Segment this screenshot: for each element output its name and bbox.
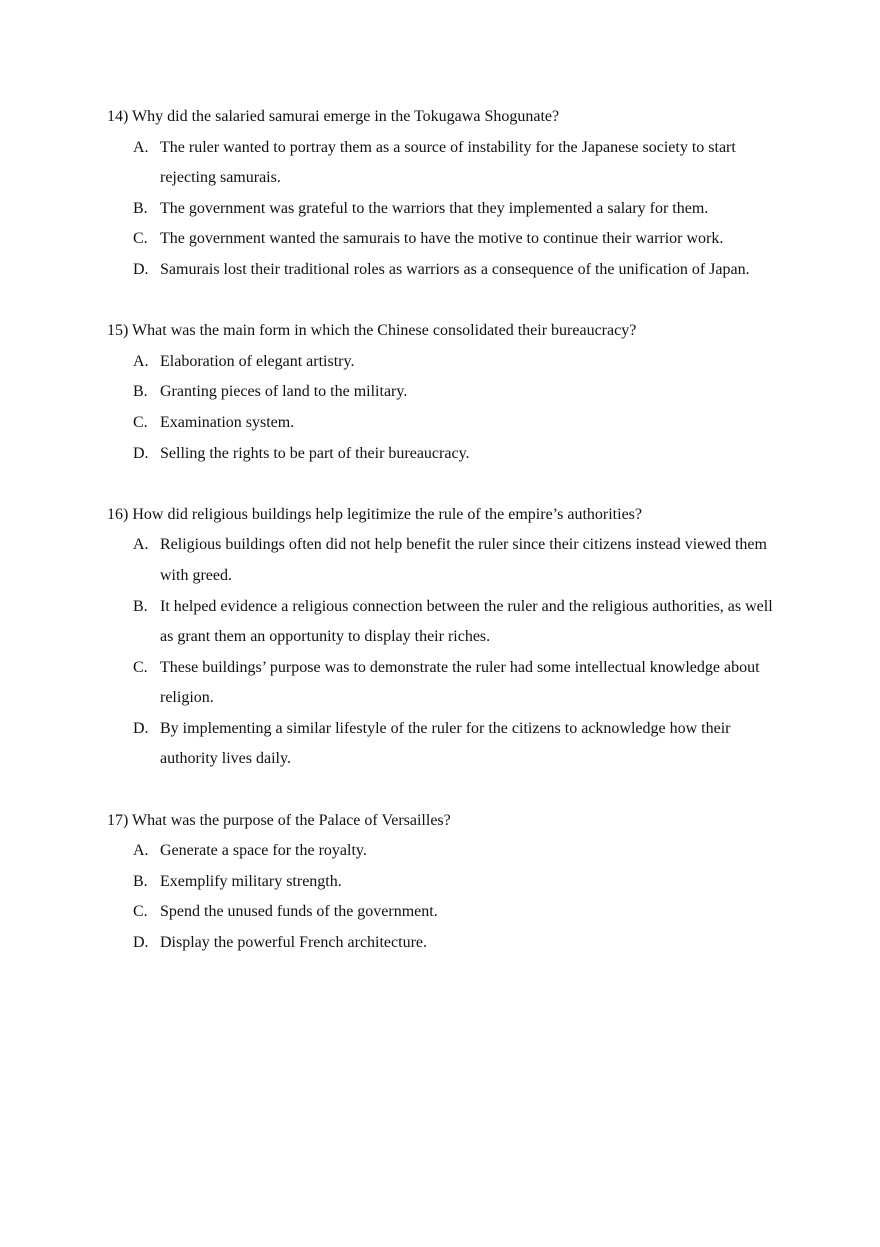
question [107, 806, 880, 959]
question [107, 102, 880, 286]
option-letter: A. [133, 536, 149, 554]
question [107, 500, 880, 775]
option-text: Granting pieces of land to the military. [160, 383, 408, 401]
option-letter: D. [133, 934, 149, 952]
option-letter: A. [133, 352, 149, 370]
answer-option [107, 255, 880, 286]
option-text: Examination system. [160, 413, 295, 431]
option-text: Exemplify military strength. [160, 872, 342, 890]
answer-option [107, 530, 880, 591]
answer-option [107, 377, 880, 408]
answer-option [107, 592, 880, 653]
answer-option [107, 439, 880, 470]
question-text: 16) How did religious buildings help legitimize the rule of the empire’s authorities? [107, 505, 642, 523]
option-text: These buildings’ purpose was to demonstrate the ruler had some intellectual knowledge about religion. [160, 658, 760, 707]
answer-option [107, 347, 880, 378]
answer-option [107, 408, 880, 439]
option-text: It helped evidence a religious connection between the ruler and the religious authorities, as well as grant them an opportunity to display their riches. [160, 597, 773, 646]
option-text: Display the powerful French architecture. [160, 934, 428, 952]
answer-option [107, 897, 880, 928]
option-text: Samurais lost their traditional roles as warriors as a consequence of the unification of Japan. [160, 260, 750, 278]
answer-option [107, 224, 880, 255]
option-letter: C. [133, 230, 148, 248]
question-text: 14) Why did the salaried samurai emerge in the Tokugawa Shogunate? [107, 108, 560, 125]
answer-option [107, 836, 880, 867]
option-text: Spend the unused funds of the government. [160, 903, 438, 921]
option-text: Elaboration of elegant artistry. [160, 352, 355, 370]
answer-option [107, 867, 880, 898]
option-text: Selling the rights to be part of their bureaucracy. [160, 444, 470, 462]
option-text: The government wanted the samurais to have the motive to continue their warrior work. [160, 230, 724, 248]
option-letter: B. [133, 199, 148, 217]
option-text: The ruler wanted to portray them as a source of instability for the Japanese society to start rejecting samurais. [160, 138, 736, 187]
option-letter: D. [133, 719, 149, 737]
question-text: 17) What was the purpose of the Palace of Versailles? [107, 811, 451, 829]
option-letter: C. [133, 413, 148, 431]
option-letter: B. [133, 597, 148, 615]
option-letter: C. [133, 903, 148, 921]
option-letter: D. [133, 260, 149, 278]
option-letter: A. [133, 138, 149, 156]
option-letter: C. [133, 658, 148, 676]
option-text: The government was grateful to the warriors that they implemented a salary for them. [160, 199, 709, 217]
answer-option [107, 714, 880, 775]
option-letter: B. [133, 383, 148, 401]
option-text: By implementing a similar lifestyle of the ruler for the citizens to acknowledge how their authority lives daily. [160, 719, 731, 768]
question [107, 316, 880, 469]
answer-option [107, 194, 880, 225]
answer-option [107, 653, 880, 714]
answer-option [107, 928, 880, 959]
option-letter: B. [133, 872, 148, 890]
option-letter: A. [133, 842, 149, 860]
option-text: Religious buildings often did not help benefit the ruler since their citizens instead viewed them with greed. [160, 536, 767, 584]
question-text: 15) What was the main form in which the Chinese consolidated their bureaucracy? [107, 322, 637, 340]
option-letter: D. [133, 444, 149, 462]
answer-option [107, 133, 880, 194]
option-text: Generate a space for the royalty. [160, 842, 367, 860]
